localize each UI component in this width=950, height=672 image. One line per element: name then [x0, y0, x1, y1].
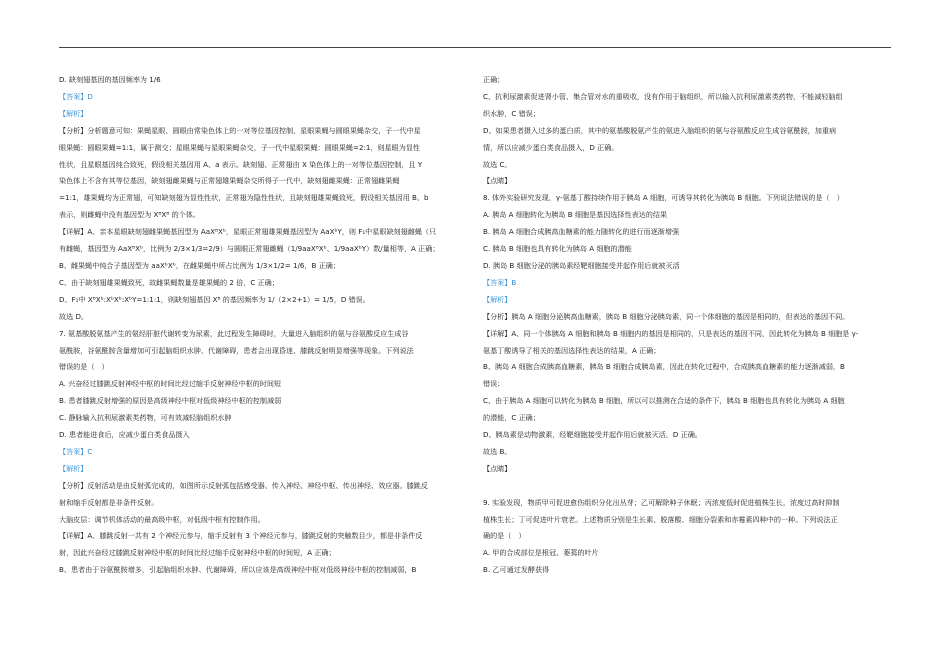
text-line: C、由于胰岛 A 细胞可以转化为胰岛 B 细胞，所以可以推测在合适的条件下，胰岛 B 细胞也具有转化为胰岛 A 细胞	[483, 396, 845, 406]
text-line: 【答案】B	[483, 277, 517, 287]
text-line: 【解析】	[483, 294, 512, 304]
text-line: 8. 体外实验研究发现，γ-氨基丁酸持续作用于胰岛 A 细胞，可诱导其转化为胰岛 B 细胞。下列说法错误的是（ ）	[483, 193, 844, 203]
text-line: D. 患者能进食后，应减少蛋白类食品摄入	[59, 430, 190, 440]
text-line: D、胰岛素是动物激素，经靶细胞接受并起作用后就被灭活，D 正确。	[483, 430, 702, 440]
text-line: B. 胰岛 A 细胞合成胰高血糖素的能力随转化的进行而逐渐增强	[483, 227, 680, 237]
text-line: 【解析】	[59, 463, 88, 473]
text-line	[483, 478, 893, 495]
text-line: B、患者由于谷氨酰胺增多，引起脑组织水肿、代谢障碍，所以应该是高级神经中枢对低级神经中枢的控制减弱，B	[59, 565, 417, 575]
text-line: B、雌果蝇中纯合子基因型为 aaXᵇXᵇ，在雌果蝇中所占比例为 1/3×1/2= 1/6，B 正确；	[59, 260, 340, 270]
text-line: 【点睛】	[483, 463, 512, 473]
right-column	[483, 72, 893, 579]
text-line: B. 乙可通过发酵获得	[483, 565, 550, 575]
text-line: 错误的是（ ）	[59, 362, 109, 372]
text-line: D、如果患者摄入过多的蛋白质，其中的氨基酸脱氨产生的氨进入脑组织的氨与谷氨酸反应生成谷氨酰胺，加重病	[483, 125, 837, 135]
header-rule	[59, 47, 891, 48]
text-line: 情，所以应减少蛋白类食品摄入，D 正确。	[483, 142, 619, 152]
text-line: 故选 B。	[483, 446, 512, 456]
text-line: A. 兴奋经过膝跳反射神经中枢的时间比经过缩手反射神经中枢的时间短	[59, 379, 282, 389]
text-line: 射，因此兴奋经过膝跳反射神经中枢的时间比经过缩手反射神经中枢的时间短，A 正确；	[59, 548, 336, 558]
text-line: 氨基丁酸诱导了相关的基因选择性表达的结果，A 正确；	[483, 345, 661, 355]
text-line: 【分析】反射活动是由反射弧完成的，如图所示反射弧包括感受器、传入神经、神经中枢、传出神经、效应器。膝跳反	[59, 480, 428, 490]
text-line: 【详解】A、同一个体胰岛 A 细胞和胰岛 B 细胞内的基因是相同的，只是表达的基因不同，因此转化为胰岛 B 细胞是 γ-	[483, 328, 859, 338]
text-line: C、抗利尿激素促进肾小管、集合管对水的重吸收，没有作用于脑组织，所以输入抗利尿激素类药物，不能减轻脑组	[483, 91, 843, 101]
text-line: D、F₁中 XᴮXᵇ:XᵇXᵇ:XᵇY=1:1:1，则缺刻翅基因 Xᴮ 的基因频率为 1/（2×2+1）= 1/5，D 错误。	[59, 294, 370, 304]
text-line: 氨酰胺，谷氨酰胺含量增加可引起脑组织水肿、代谢障碍，患者会出现昏迷、膝跳反射明显增强等现象。下列说法	[59, 345, 414, 355]
text-line: C. 胰岛 B 细胞也具有转化为胰岛 A 细胞的潜能	[483, 244, 632, 254]
text-line: A. 胰岛 A 细胞转化为胰岛 B 细胞是基因选择性表达的结果	[483, 210, 668, 220]
text-line: 确的是（ ）	[483, 531, 526, 541]
text-line: 的潜能，C 正确；	[483, 413, 540, 423]
text-line: 【解析】	[59, 108, 88, 118]
text-line: =1:1，雄果蝇均为正常翅，可知缺刻翅为显性性状，正常翅为隐性性状，且缺刻翅雄果蝇致死，假设相关基因用 B、b	[59, 193, 429, 203]
text-line: 【答案】D	[59, 91, 93, 101]
text-line: A. 甲的合成部位是根冠、萎蔫的叶片	[483, 548, 599, 558]
text-line: 性状，且星眼基因纯合致死，假设相关基因用 A、a 表示。缺刻翅、正常翅由 X 染色体上的一对等位基因控制，且 Y	[59, 159, 423, 169]
left-column	[59, 72, 469, 579]
text-line: 表示，则雌蝇中没有基因型为 XᴮXᴮ 的个体。	[59, 210, 200, 220]
text-line: 【答案】C	[59, 446, 93, 456]
text-line: 【分析】分析题意可知：果蝇星眼、圆眼由常染色体上的一对等位基因控制，星眼果蝇与圆眼果蝇杂交，子一代中星	[59, 125, 421, 135]
text-line: 【详解】A、亲本星眼缺刻翅雌果蝇基因型为 AaXᴮXᵇ，星眼正常翅雄果蝇基因型为 AaXᵇY，则 F₁中星眼缺刻翅雌蝇（只	[59, 227, 437, 237]
text-line: D. 缺刻翅基因的基因频率为 1/6	[59, 75, 161, 84]
text-line: 【分析】胰岛 A 细胞分泌胰高血糖素，胰岛 B 细胞分泌胰岛素，同一个体细胞的基因是相同的，但表达的基因不同。	[483, 311, 850, 321]
text-line: 织水肿，C 错误；	[483, 108, 540, 118]
text-line: 射和缩手反射都是非条件反射。	[59, 497, 159, 507]
text-line: B. 患者膝跳反射增强的原因是高级神经中枢对低级神经中枢的控制减弱	[59, 396, 282, 406]
text-line: 9. 实验发现，物质甲可促进愈伤组织分化出丛芽；乙可解除种子休眠；丙浓度低时促进植株生长，浓度过高时抑制	[483, 497, 840, 507]
text-line: 【点睛】	[483, 176, 512, 186]
text-line: 有雌蝇，基因型为 AaXᴮXᵇ，比例为 2/3×1/3=2/9）与圆眼正常翅雌蝇（1/9aaXᴮXᵇ、1/9aaXᵇY）数/量相等，A 正确；	[59, 244, 440, 254]
text-line: 【详解】A、膝跳反射一共有 2 个神经元参与，缩手反射有 3 个神经元参与，膝跳反射的突触数目少，都是非条件反	[59, 531, 423, 541]
text-line: 故选 D。	[59, 311, 88, 321]
text-line: 7. 氨基酸脱氨基产生的氨经肝脏代谢转变为尿素，此过程发生障碍时，大量进入脑组织的氨与谷氨酸反应生成谷	[59, 328, 409, 338]
text-line: C、由于缺刻翅雄果蝇致死，故雌果蝇数量是雄果蝇的 2 倍，C 正确；	[59, 277, 279, 287]
text-line: C. 静脉输入抗利尿激素类药物，可有效减轻脑组织水肿	[59, 413, 232, 423]
text-line: 大脑皮层：调节机体活动的最高级中枢，对低级中枢有控制作用。	[59, 514, 265, 524]
text-line: 错误；	[483, 379, 505, 389]
text-line: 眼果蝇：圆眼果蝇=1:1，属于测交；星眼果蝇与星眼果蝇杂交，子一代中星眼果蝇：圆眼果蝇=2:1，则星眼为显性	[59, 142, 421, 152]
text-line: 故选 C。	[483, 159, 512, 169]
text-line: B、胰岛 A 细胞合成胰高血糖素，胰岛 B 细胞合成胰岛素，因此在转化过程中，合成胰高血糖素的能力逐渐减弱，B	[483, 362, 845, 372]
text-line: 植株生长；丁可促进叶片衰老。上述物质分别是生长素、脱落酸、细胞分裂素和赤霉素四种中的一种。下列说法正	[483, 514, 838, 524]
text-line: D. 胰岛 B 细胞分泌的胰岛素经靶细胞接受并起作用后就被灭活	[483, 260, 680, 270]
text-line: 正确；	[483, 75, 505, 84]
text-line: 染色体上不含有其等位基因，缺刻翅雌果蝇与正常翅雄果蝇杂交所得子一代中，缺刻翅雌果蝇：正常翅雌果蝇	[59, 176, 400, 186]
